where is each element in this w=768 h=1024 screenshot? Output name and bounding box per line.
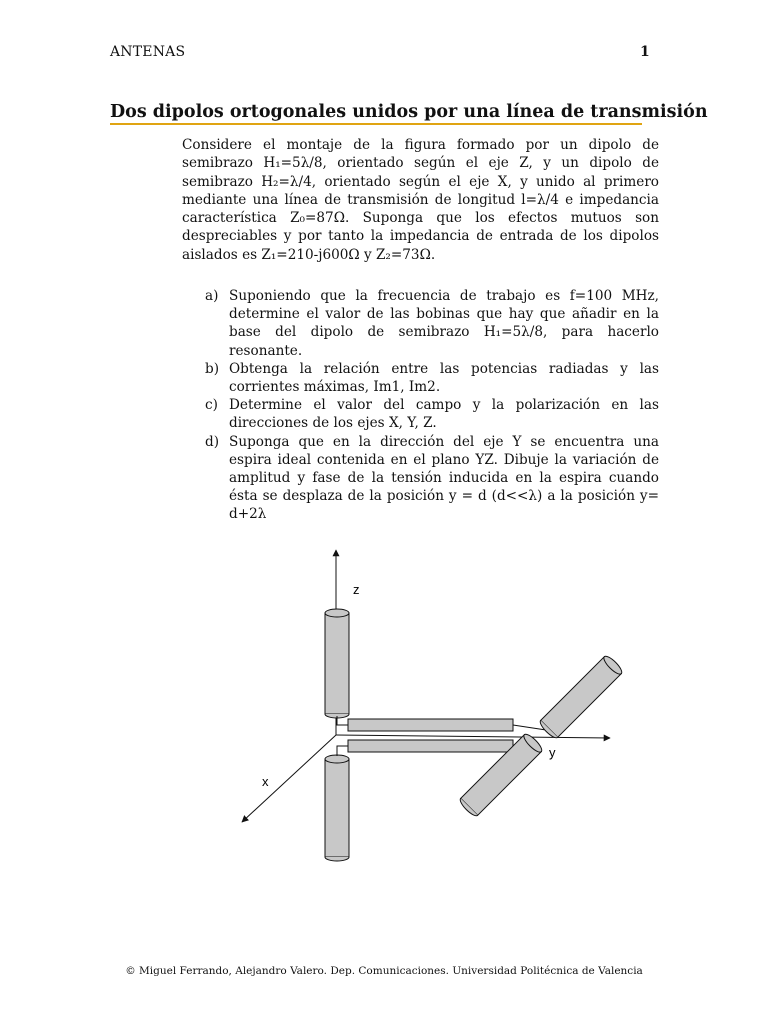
upper-x-dipole-arm [538,654,624,740]
antenna-figure [0,530,768,870]
question-item [205,360,659,396]
page-title: Dos dipolos ortogonales unidos por una línea de transmisión [110,102,708,122]
y-axis [336,735,610,738]
question-label: c) [205,397,218,414]
question-text: Suponiendo que la frecuencia de trabajo es f=100 MHz, determine el valor de las bobinas que hay que añadir en la base del dipolo de semibrazo H₁=5λ/8, para hacerlo resonante. [229,288,659,359]
title-underline [110,123,642,125]
question-item [205,433,659,524]
z-axis-label: z [353,582,360,597]
question-text: Obtenga la relación entre las potencias radiadas y las corrientes máximas, Im1, Im2. [229,360,659,396]
question-text: Determine el valor del campo y la polarización en las direcciones de los ejes X, Y, Z. [229,397,659,432]
question-list [205,287,659,524]
x-axis-label: x [262,774,269,789]
question-text: Suponga que en la dirección del eje Y se encuentra una espira ideal contenida en el plano YZ. Dibuje la variación de amplitud y fase de la tensión inducida en la espira cuando ésta se desplaza de la posición y = d (d<<λ) a la posición y= d+2λ [229,433,659,523]
page-number: 1 [640,44,650,60]
question-label: b) [205,360,220,377]
problem-statement: Considere el montaje de la figura formado por un dipolo de semibrazo H₁=5λ/8, orientado según el eje Z, y un dipolo de semibrazo H₂=λ/4, orientado según el eje X, y unido al primero mediante una línea de transmisión de longitud l=λ/4 e impedancia característica Z₀=87Ω. Suponga que los efectos mutuos son despreciables y por tanto la impedancia de entrada de los dipolos aislados es Z₁=210-j600Ω y Z₂=73Ω. [182,137,659,263]
question-item [205,396,659,432]
upper-z-dipole-arm [325,609,349,718]
lower-z-dipole-arm [325,755,349,861]
footer-credit: © Miguel Ferrando, Alejandro Valero. Dep. Comunicaciones. Universidad Politécnica de Valencia [125,965,643,977]
question-item [205,287,659,360]
question-label: d) [205,433,220,450]
x-axis [242,735,336,822]
question-label: a) [205,288,219,304]
running-header: ANTENAS [110,44,186,60]
y-axis-label: y [549,745,556,760]
